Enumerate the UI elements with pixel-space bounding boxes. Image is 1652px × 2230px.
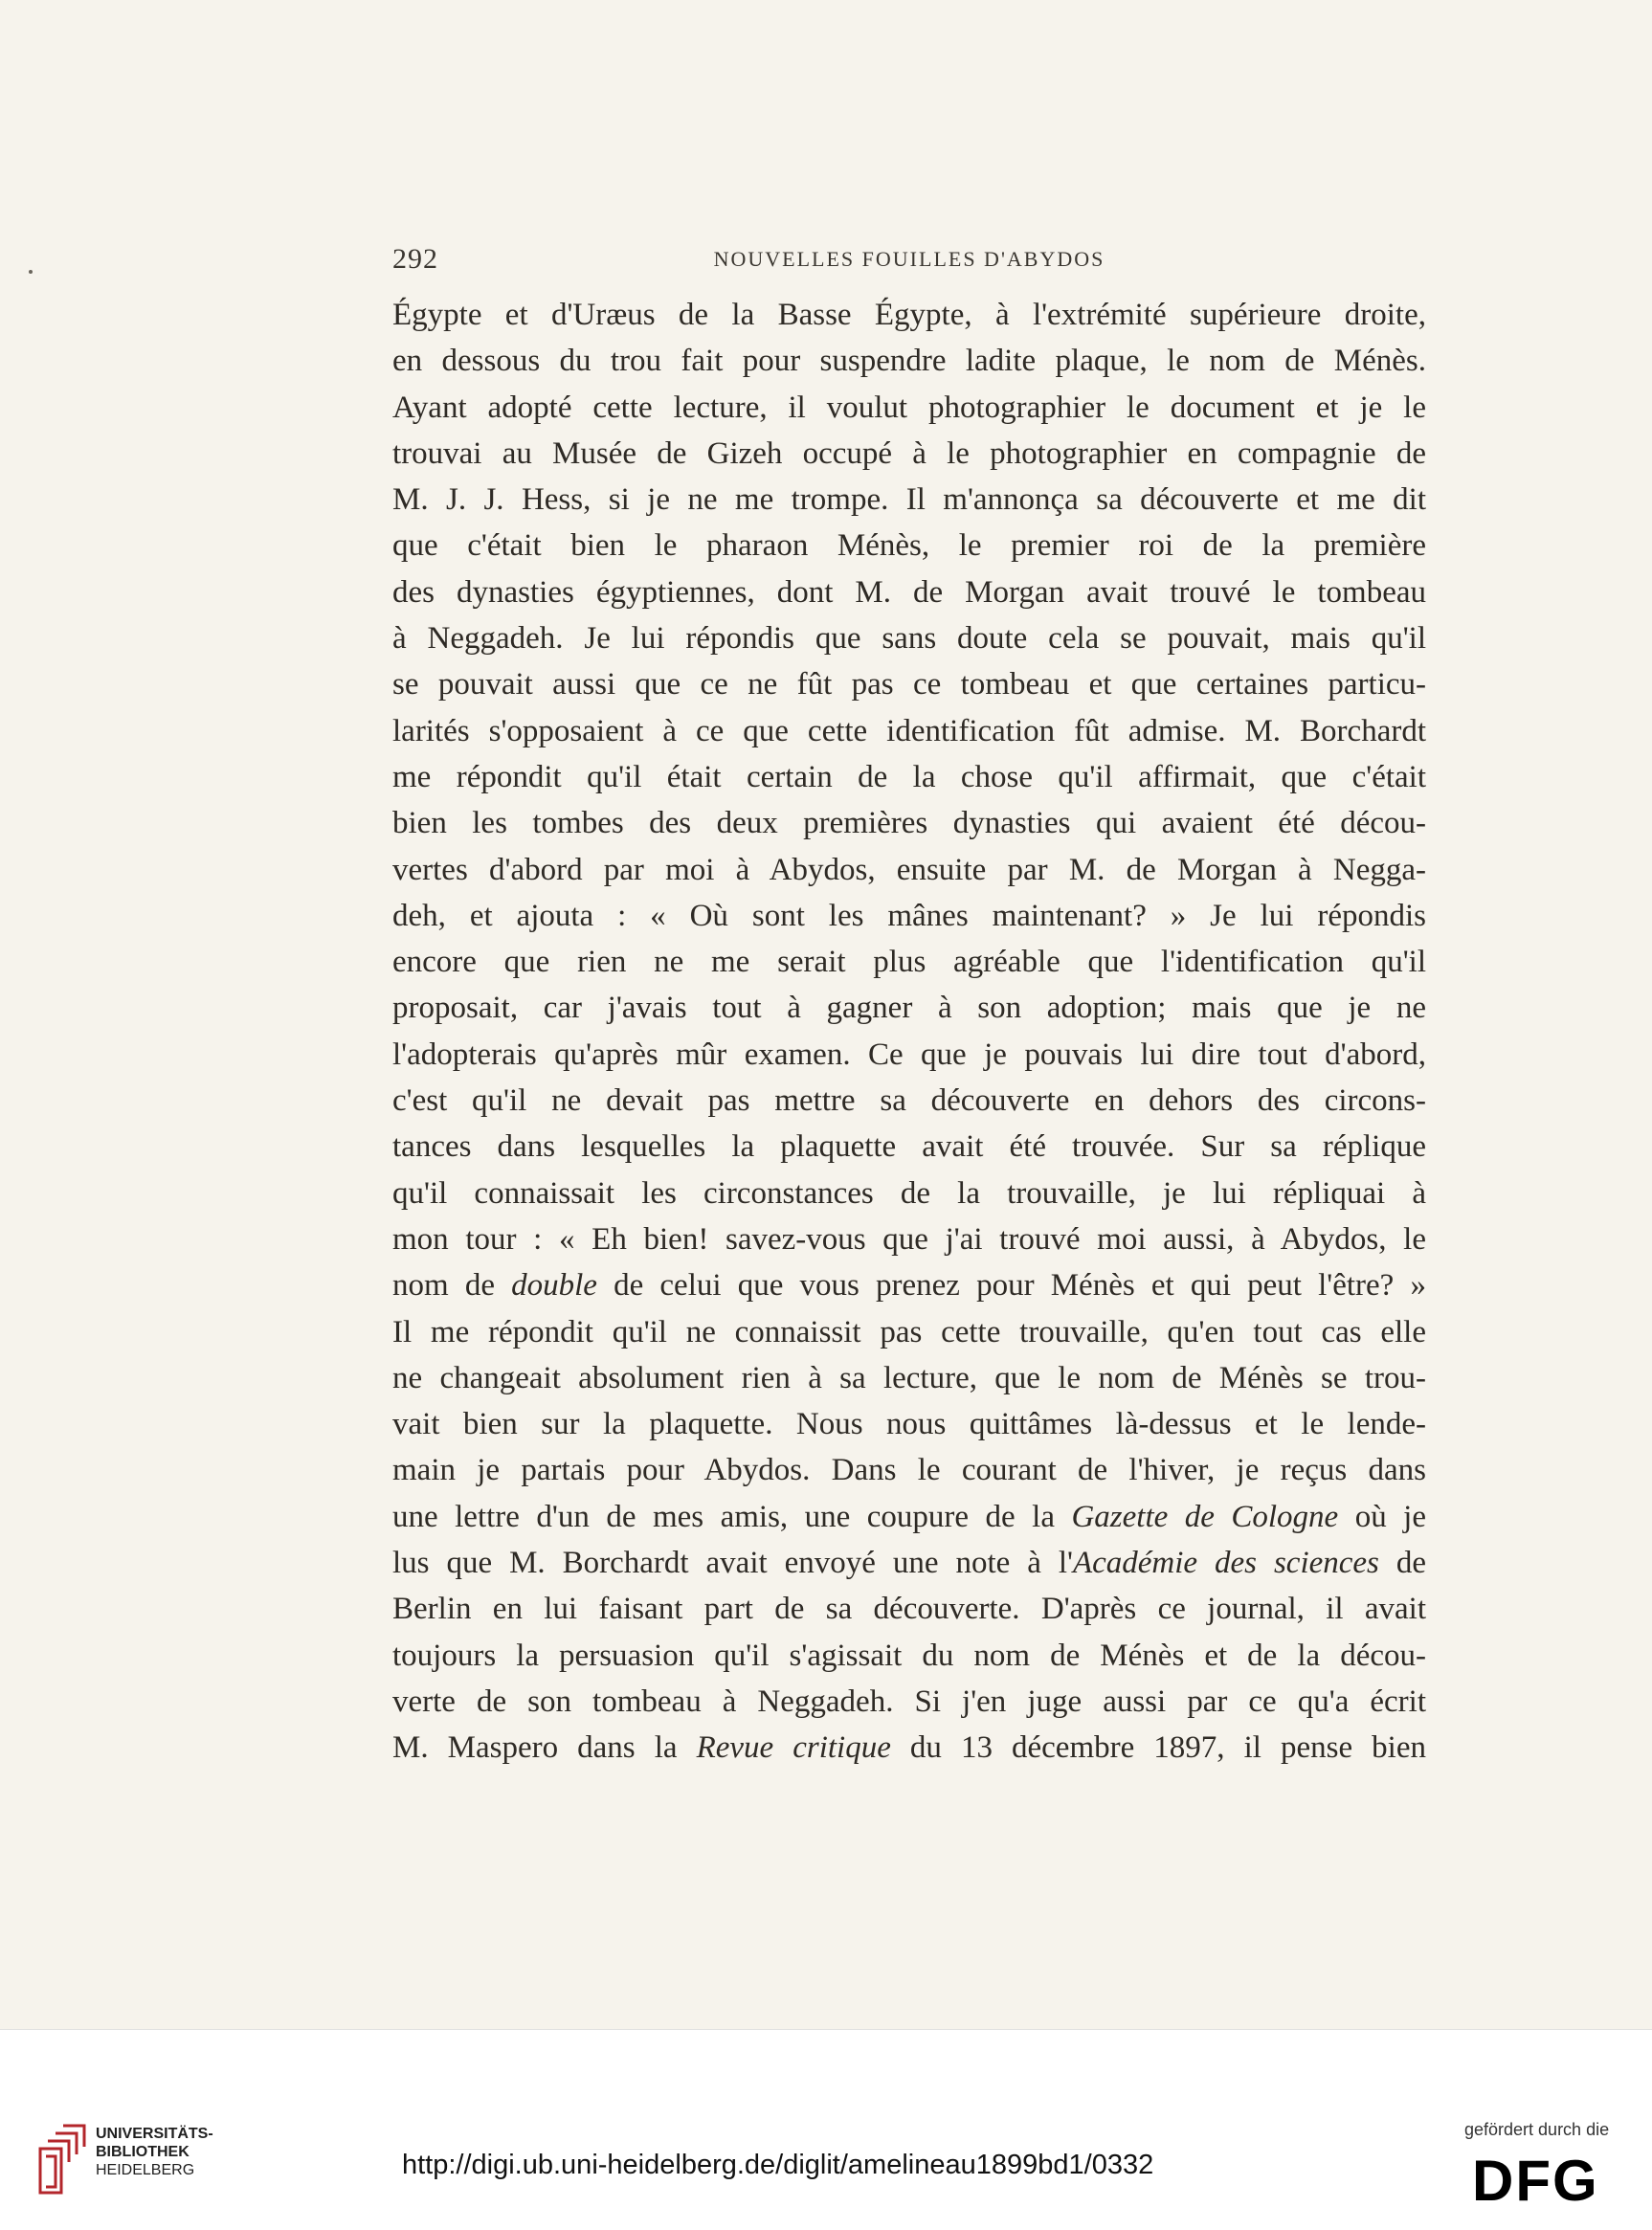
text-run: Égypte et d'Uræus de la Basse Égypte, à l'extrémité supérieure droite, xyxy=(392,298,1426,332)
text-run: que c'était bien le pharaon Ménès, le premier roi de la première xyxy=(392,528,1426,564)
text-line xyxy=(392,1032,1426,1078)
italic-title: Revue critique xyxy=(696,1730,891,1766)
text-line xyxy=(392,292,1426,338)
text-line xyxy=(392,1262,1426,1308)
library-name-line-2: BIBLIOTHEK xyxy=(96,2144,190,2160)
text-run: où je xyxy=(1338,1499,1426,1534)
text-line xyxy=(392,1309,1426,1355)
text-run: une lettre d'un de mes amis, une coupure de la xyxy=(392,1499,1072,1534)
text-line xyxy=(392,1586,1426,1632)
text-line xyxy=(392,1401,1426,1447)
text-run: ne changeait absolument rien à sa lecture, que le nom de Ménès se trou- xyxy=(392,1360,1426,1395)
library-name-line-3: HEIDELBERG xyxy=(96,2162,195,2178)
university-library-name[interactable] xyxy=(96,2125,213,2179)
text-line xyxy=(392,1540,1426,1586)
text-run: M. Maspero dans la xyxy=(392,1730,697,1766)
text-run: se pouvait aussi que ce ne fût pas ce tombeau et que certaines particu- xyxy=(392,667,1426,702)
text-run: nom de xyxy=(392,1268,512,1304)
text-run: tances dans lesquelles la plaquette avait été trouvée. Sur sa réplique xyxy=(392,1129,1426,1165)
text-line xyxy=(392,477,1426,523)
text-line xyxy=(392,1171,1426,1216)
text-run: de xyxy=(1378,1546,1427,1581)
text-line xyxy=(392,708,1426,754)
italic-title: double xyxy=(511,1268,597,1304)
funding-note: gefördert durch die xyxy=(1464,2120,1610,2139)
text-line xyxy=(392,385,1426,431)
text-line xyxy=(392,523,1426,569)
dfg-logo[interactable]: DFG xyxy=(1472,2149,1599,2213)
text-run: du 13 décembre 1897, il pense bien xyxy=(890,1730,1426,1766)
text-line xyxy=(392,1679,1426,1725)
text-line xyxy=(392,1078,1426,1124)
text-line xyxy=(392,1725,1426,1771)
text-run: me répondit qu'il était certain de la chose qu'il affirmait, que c'était xyxy=(392,759,1426,794)
text-line xyxy=(392,569,1426,615)
text-run: larités s'opposaient à ce que cette identification fût admise. M. Borchardt xyxy=(392,713,1426,748)
text-line xyxy=(392,1355,1426,1401)
text-run: en dessous du trou fait pour suspendre ladite plaque, le nom de Ménès. xyxy=(392,344,1426,379)
text-run: Ayant adopté cette lecture, il voulut photographier le document et je le xyxy=(392,390,1426,425)
text-run: encore que rien ne me serait plus agréable que l'identification qu'il xyxy=(392,945,1426,980)
university-library-logo-icon[interactable] xyxy=(34,2122,88,2197)
margin-speck xyxy=(29,270,33,274)
text-run: Il me répondit qu'il ne connaissit pas cette trouvaille, qu'en tout cas elle xyxy=(392,1314,1426,1349)
permalink-url[interactable]: http://digi.ub.uni-heidelberg.de/diglit/amelineau1899bd1/0332 xyxy=(402,2150,1154,2180)
text-line xyxy=(392,1124,1426,1170)
text-line xyxy=(392,893,1426,939)
running-head xyxy=(392,243,1426,281)
text-line xyxy=(392,338,1426,384)
page-number: 292 xyxy=(392,243,438,275)
text-line xyxy=(392,847,1426,893)
text-run: M. J. J. Hess, si je ne me trompe. Il m'annonça sa découverte et me dit xyxy=(392,482,1426,518)
text-line xyxy=(392,985,1426,1031)
body-text xyxy=(392,292,1426,1772)
text-line xyxy=(392,800,1426,846)
text-line xyxy=(392,615,1426,661)
text-run: des dynasties égyptiennes, dont M. de Morgan avait trouvé le tombeau xyxy=(392,574,1426,610)
text-run: l'adopterais qu'après mûr examen. Ce que je pouvais lui dire tout d'abord, xyxy=(392,1037,1426,1072)
text-run: verte de son tombeau à Neggadeh. Si j'en juge aussi par ce qu'a écrit xyxy=(392,1684,1426,1719)
text-line xyxy=(392,1447,1426,1493)
text-run: lus que M. Borchardt avait envoyé une note à l' xyxy=(392,1546,1073,1581)
text-line xyxy=(392,1633,1426,1679)
text-line xyxy=(392,431,1426,477)
text-line xyxy=(392,754,1426,800)
italic-title: Gazette de Cologne xyxy=(1071,1499,1339,1534)
text-run: toujours la persuasion qu'il s'agissait du nom de Ménès et de la décou- xyxy=(392,1638,1426,1673)
text-line xyxy=(392,1216,1426,1262)
text-run: Berlin en lui faisant part de sa découverte. D'après ce journal, il avait xyxy=(392,1592,1426,1627)
text-line xyxy=(392,939,1426,985)
text-line xyxy=(392,661,1426,707)
text-run: vertes d'abord par moi à Abydos, ensuite par M. de Morgan à Negga- xyxy=(392,852,1426,887)
text-run: main je partais pour Abydos. Dans le courant de l'hiver, je reçus dans xyxy=(392,1453,1426,1488)
text-run: de celui que vous prenez pour Ménès et qui peut l'être? » xyxy=(596,1268,1426,1304)
text-run: bien les tombes des deux premières dynasties qui avaient été décou- xyxy=(392,806,1426,841)
italic-title: Académie des sciences xyxy=(1072,1546,1379,1581)
text-run: trouvai au Musée de Gizeh occupé à le photographier en compagnie de xyxy=(392,435,1426,471)
text-run: à Neggadeh. Je lui répondis que sans doute cela se pouvait, mais qu'il xyxy=(392,621,1426,657)
text-run: c'est qu'il ne devait pas mettre sa découverte en dehors des circons- xyxy=(392,1083,1426,1119)
text-line xyxy=(392,1494,1426,1540)
text-run: proposait, car j'avais tout à gagner à son adoption; mais que je ne xyxy=(392,991,1426,1026)
running-title: NOUVELLES FOUILLES D'ABYDOS xyxy=(713,247,1105,271)
text-run: mon tour : « Eh bien! savez-vous que j'ai trouvé moi aussi, à Abydos, le xyxy=(392,1221,1426,1257)
viewer-footer xyxy=(0,2029,1652,2230)
text-run: deh, et ajouta : « Où sont les mânes maintenant? » Je lui répondis xyxy=(392,898,1426,933)
text-run: qu'il connaissait les circonstances de la trouvaille, je lui répliquai à xyxy=(392,1175,1426,1211)
text-run: vait bien sur la plaquette. Nous nous quittâmes là-dessus et le lende- xyxy=(392,1407,1426,1442)
library-name-line-1: UNIVERSITÄTS- xyxy=(96,2126,213,2142)
